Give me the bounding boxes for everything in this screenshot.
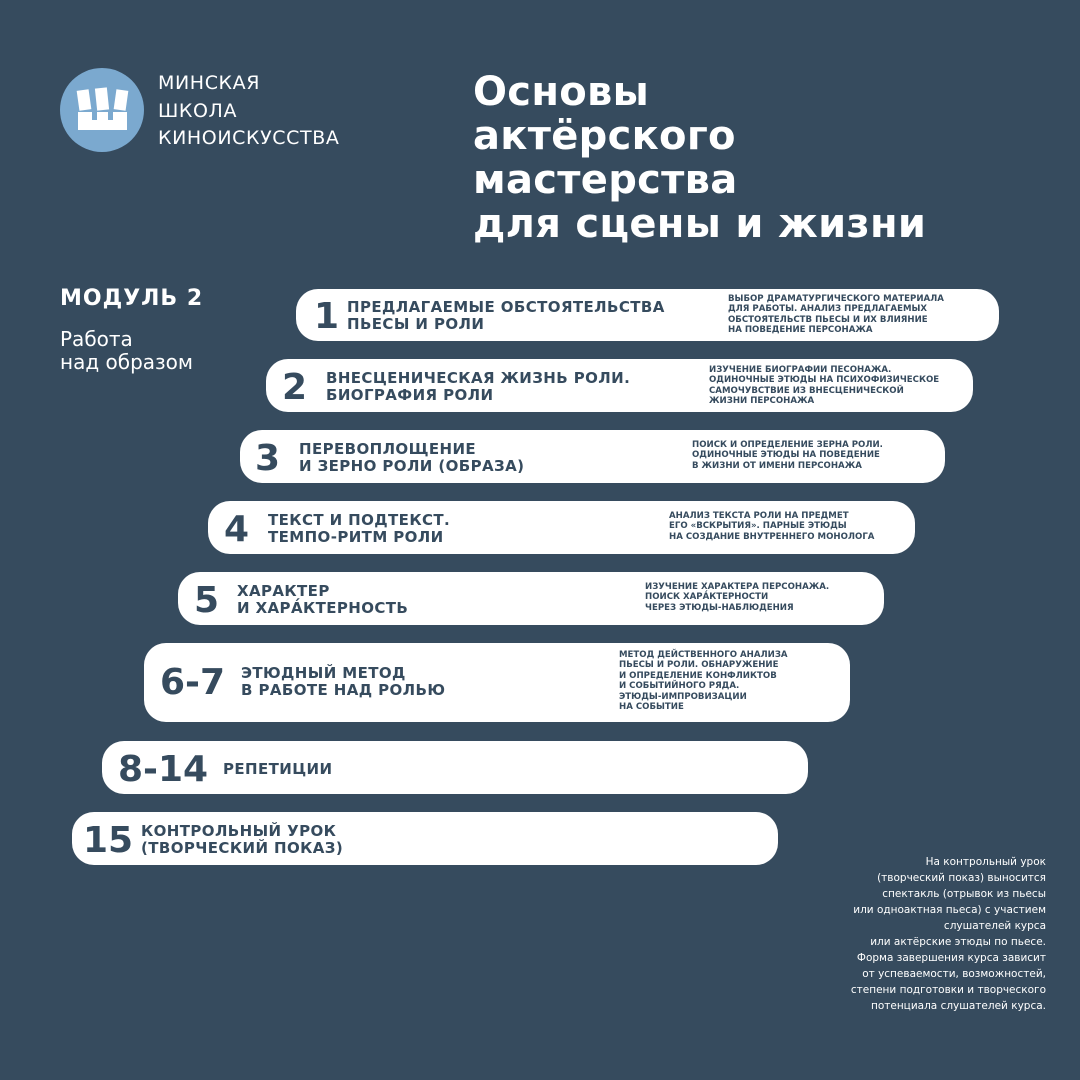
lesson-description — [669, 511, 874, 542]
lesson-card-5 — [178, 572, 884, 625]
lesson-title — [241, 665, 445, 699]
lesson-card-3 — [240, 430, 945, 483]
note-line: На контрольный урок — [925, 856, 1046, 868]
lesson-title-line: РЕПЕТИЦИИ — [223, 760, 333, 778]
lesson-title — [299, 441, 524, 475]
school-name-line: МИНСКАЯ — [158, 72, 261, 94]
lesson-description-line: ДЛЯ РАБОТЫ. АНАЛИЗ ПРЕДЛАГАЕМЫХ — [728, 304, 928, 315]
lesson-title-line: ТЕКСТ И ПОДТЕКСТ. — [268, 511, 451, 529]
lesson-title — [237, 583, 408, 617]
lesson-description-line: ИЗУЧЕНИЕ БИОГРАФИИ ПЕСОНАЖА. — [709, 365, 892, 375]
course-title-line: Основы — [473, 69, 650, 115]
lesson-title-line: ТЕМПО-РИТМ РОЛИ — [268, 528, 444, 546]
lesson-title-line: ВНЕСЦЕНИЧЕСКАЯ ЖИЗНЬ РОЛИ. — [326, 369, 631, 387]
lesson-description-line: В ЖИЗНИ ОТ ИМЕНИ ПЕРСОНАЖА — [692, 460, 862, 471]
lesson-title-line: И ЗЕРНО РОЛИ (ОБРАЗА) — [299, 457, 525, 475]
note-line: Форма завершения курса зависит — [856, 952, 1046, 964]
lesson-description — [619, 650, 788, 712]
lesson-number: 3 — [255, 438, 281, 479]
lesson-card-8-14 — [102, 741, 808, 794]
lesson-description-line: НА ПОВЕДЕНИЕ ПЕРСОНАЖА — [728, 325, 873, 336]
lesson-title — [223, 761, 332, 778]
lesson-title-line: БИОГРАФИЯ РОЛИ — [326, 386, 494, 404]
lesson-description-line: ПОИСК И ОПРЕДЕЛЕНИЕ ЗЕРНА РОЛИ. — [692, 440, 883, 450]
course-title-line: актёрского — [473, 113, 736, 159]
lesson-description-line: ПОИСК ХАРА́КТЕРНОСТИ — [645, 592, 769, 603]
lesson-card-1 — [296, 289, 999, 341]
lesson-description-line: ОДИНОЧНЫЕ ЭТЮДЫ НА ПСИХОФИЗИЧЕСКОЕ — [709, 375, 940, 386]
note-line: (творческий показ) выносится — [877, 872, 1046, 884]
lesson-description-line: ОБСТОЯТЕЛЬСТВ ПЬЕСЫ И ИХ ВЛИЯНИЕ — [728, 314, 928, 325]
module-subtitle-line: над образом — [60, 350, 193, 374]
module-subtitle — [60, 328, 193, 374]
school-name — [158, 70, 339, 153]
lesson-description-line: ПЬЕСЫ И РОЛИ. ОБНАРУЖЕНИЕ — [619, 660, 779, 671]
lesson-title-line: ХАРАКТЕР — [237, 582, 330, 600]
module-subtitle-line: Работа — [60, 327, 133, 351]
lesson-description-line: НА СОЗДАНИЕ ВНУТРЕННЕГО МОНОЛОГА — [669, 531, 875, 542]
lesson-description-line: ЧЕРЕЗ ЭТЮДЫ-НАБЛЮДЕНИЯ — [645, 602, 794, 613]
lesson-description — [692, 440, 883, 471]
lesson-description-line: САМОЧУВСТВИЕ ИЗ ВНЕСЦЕНИЧЕСКОЙ — [709, 385, 904, 396]
lesson-description — [645, 582, 829, 613]
school-name-line: ШКОЛА — [158, 99, 238, 122]
lesson-description-line: ОДИНОЧНЫЕ ЭТЮДЫ НА ПОВЕДЕНИЕ — [692, 450, 880, 461]
lesson-title-line: ПЕРЕВОПЛОЩЕНИЕ — [299, 440, 477, 458]
note-line: или актёрские этюды по пьесе. — [870, 936, 1046, 948]
note-line: потенциала слушателей курса. — [870, 1000, 1046, 1012]
course-title-line: мастерства — [473, 157, 738, 203]
lesson-description-line: АНАЛИЗ ТЕКСТА РОЛИ НА ПРЕДМЕТ — [669, 511, 849, 521]
course-title-line: для сцены и жизни — [473, 201, 927, 247]
lesson-title-line: КОНТРОЛЬНЫЙ УРОК — [141, 822, 337, 840]
note-line: слушателей курса — [943, 920, 1046, 932]
lesson-title — [141, 823, 343, 857]
lesson-description-line: И ОПРЕДЕЛЕНИЕ КОНФЛИКТОВ — [619, 670, 777, 681]
lesson-title — [326, 370, 630, 404]
lesson-card-15 — [72, 812, 778, 865]
lesson-card-6-7 — [144, 643, 850, 722]
lesson-title-line: ЭТЮДНЫЙ МЕТОД — [241, 664, 406, 682]
lesson-number: 1 — [314, 296, 340, 337]
lesson-title-line: В РАБОТЕ НАД РОЛЬЮ — [241, 681, 446, 699]
school-name-line: КИНОИСКУССТВА — [158, 127, 340, 149]
lesson-description-line: НА СОБЫТИЕ — [619, 702, 684, 713]
note-line: степени подготовки и творческого — [850, 984, 1046, 996]
lesson-title — [268, 512, 450, 546]
lesson-card-4 — [208, 501, 915, 554]
lesson-title-line: (ТВОРЧЕСКИЙ ПОКАЗ) — [141, 839, 344, 857]
lesson-description-line: МЕТОД ДЕЙСТВЕННОГО АНАЛИЗА — [619, 650, 788, 660]
lesson-number: 6-7 — [160, 662, 226, 703]
lesson-description-line: И СОБЫТИЙНОГО РЯДА. — [619, 681, 740, 692]
note-line: спектакль (отрывок из пьесы — [882, 888, 1046, 900]
lesson-title-line: И ХАРА́КТЕРНОСТЬ — [237, 599, 409, 617]
lesson-description-line: ЕГО «ВСКРЫТИЯ». ПАРНЫЕ ЭТЮДЫ — [669, 521, 847, 532]
lesson-number: 4 — [224, 509, 250, 550]
note-line: от успеваемости, возможностей, — [862, 968, 1046, 980]
course-title — [473, 70, 926, 246]
lesson-number: 2 — [282, 367, 308, 408]
module-label: МОДУЛЬ 2 — [60, 286, 204, 311]
lesson-number: 8-14 — [118, 749, 209, 790]
lesson-title — [347, 299, 665, 333]
sha-letter-icon — [60, 68, 144, 152]
lesson-number: 5 — [194, 580, 220, 621]
lesson-title-line: ПРЕДЛАГАЕМЫЕ ОБСТОЯТЕЛЬСТВА — [347, 298, 665, 316]
lesson-card-2 — [266, 359, 973, 412]
lesson-title-line: ПЬЕСЫ И РОЛИ — [347, 315, 485, 333]
course-completion-note — [851, 854, 1046, 1014]
lesson-number: 15 — [83, 820, 134, 861]
lesson-description-line: ЭТЮДЫ-ИМПРОВИЗАЦИИ — [619, 691, 747, 702]
note-line: или одноактная пьеса) с участием — [853, 904, 1046, 916]
school-logo — [60, 68, 144, 152]
lesson-description-line: ВЫБОР ДРАМАТУРГИЧЕСКОГО МАТЕРИАЛА — [728, 294, 944, 304]
lesson-description — [728, 294, 944, 336]
lesson-description — [709, 365, 939, 407]
lesson-description-line: ЖИЗНИ ПЕРСОНАЖА — [709, 396, 815, 407]
lesson-description-line: ИЗУЧЕНИЕ ХАРАКТЕРА ПЕРСОНАЖА. — [645, 582, 830, 592]
